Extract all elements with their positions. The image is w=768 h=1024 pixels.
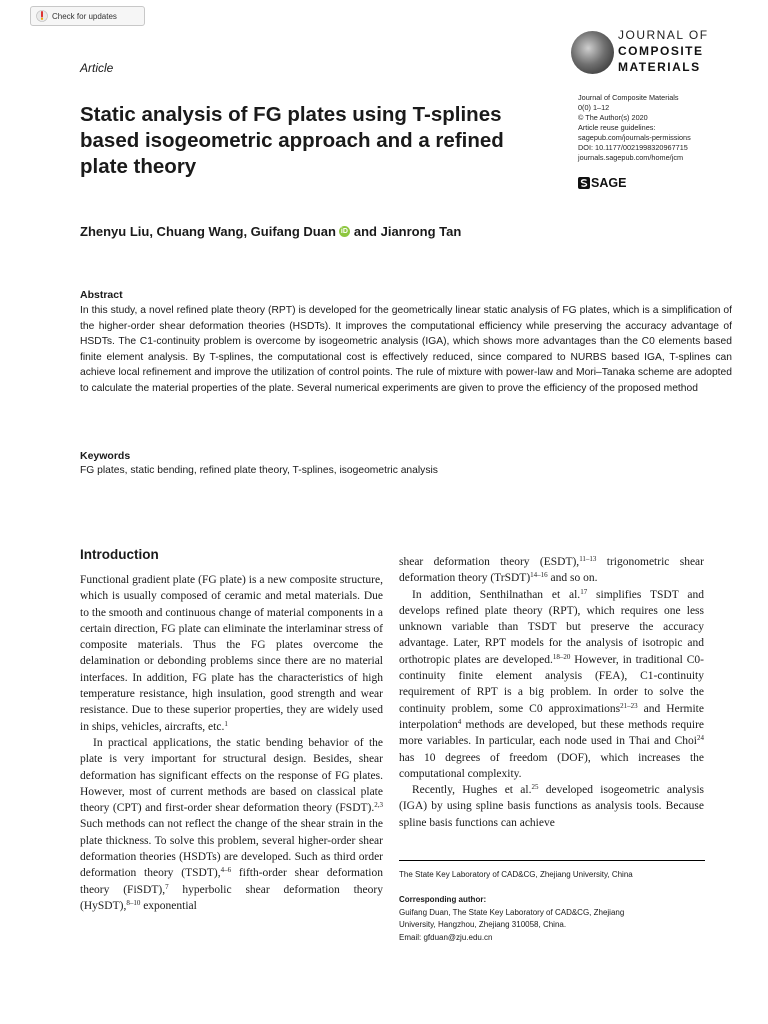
check-for-updates-badge[interactable]	[30, 6, 145, 26]
corresponding-author-line2: University, Hangzhou, Zhejiang 310058, China.	[399, 920, 567, 930]
corresponding-author-heading: Corresponding author:	[399, 895, 487, 904]
journal-logo-disc	[571, 31, 614, 74]
journal-info	[578, 93, 738, 163]
citation[interactable]: 21–23	[620, 701, 638, 710]
corresponding-author-details	[399, 907, 699, 944]
authors-part2: and Jianrong Tan	[353, 224, 462, 239]
journal-home-link[interactable]: journals.sagepub.com/home/jcm	[578, 153, 684, 162]
check-for-updates-icon	[36, 10, 48, 22]
sage-label: SAGE	[591, 176, 627, 190]
abstract-heading: Abstract	[80, 289, 123, 301]
left-column	[80, 572, 383, 914]
article-type: Article	[80, 61, 114, 75]
copyright: © The Author(s) 2020	[578, 113, 648, 122]
keywords-text: FG plates, static bending, refined plate theory, T-splines, isogeometric analysis	[80, 465, 438, 476]
corresponding-author-email[interactable]: Email: gfduan@zju.edu.cn	[399, 932, 493, 942]
reuse-guidelines-label: Article reuse guidelines:	[578, 123, 656, 132]
paper-title: Static analysis of FG plates using T-splines based isogeometric approach and a refined plate theory	[80, 103, 504, 178]
abstract-text: In this study, a novel refined plate theory (RPT) is developed for the geometrically linear static analysis of FG plates, which is a simplification of the higher-order shear deformation theories (HSDTs). It improves the computational efficiency while preserving the accuracy advantage of HSDTs. The C1-continuity problem is overcome by isogeometric analysis (IGA), which shows more advantages than the C0 elements based finite element analysis. By T-splines, the computational cost is effectively reduced, since compared to NURBS based IGA, T-splines can achieve local refinement and improve the utilization of control points. The rule of mixture with power-law and Mori–Tanaka scheme are adopted to calculate the material properties of the plate. Several numerical experiments are given to prove the efficiency of the proposed method	[80, 305, 732, 394]
authors	[80, 224, 461, 239]
journal-name: Journal of Composite Materials	[578, 93, 679, 102]
journal-logo-line2: COMPOSITE	[618, 44, 704, 58]
citation[interactable]: 4–6	[220, 866, 232, 875]
journal-logo-line3: MATERIALS	[618, 60, 701, 74]
intro-paragraph-2-continued: shear deformation theory (ESDT),$^{11-13}$ trigonometric shear deformation theory (TrSDT)$^{14-16}$ and so on.	[399, 555, 704, 585]
doi-link[interactable]: DOI: 10.1177/0021998320967715	[578, 143, 688, 152]
citation[interactable]: 24	[697, 734, 704, 743]
intro-paragraph-4: Recently, Hughes et al.$^{25}$ developed isogeometric analysis (IGA) by using spline basis functions as analysis tools. Because spline basis functions can achieve	[399, 783, 704, 829]
sage-logo	[578, 176, 626, 190]
check-for-updates-label: Check for updates	[52, 11, 117, 21]
orcid-icon[interactable]: iD	[340, 228, 348, 235]
footnote-divider	[399, 860, 705, 861]
corresponding-author-line1: Guifang Duan, The State Key Laboratory of CAD&CG, Zhejiang	[399, 908, 625, 917]
journal-volume: 0(0) 1–12	[578, 103, 610, 112]
journal-logo	[571, 24, 711, 80]
citation[interactable]: 7	[165, 882, 169, 891]
citation[interactable]: 2,3	[374, 801, 383, 810]
authors-part1: Zhenyu Liu, Chuang Wang, Guifang Duan	[80, 224, 336, 239]
journal-logo-line1: JOURNAL OF	[618, 28, 709, 42]
keywords-heading: Keywords	[80, 450, 131, 462]
citation[interactable]: 14–16	[530, 571, 548, 580]
intro-paragraph-3: In addition, Senthilnathan et al.$^{17}$ simplifies TSDT and develops refined plate theory (RPT), which requires one less unknown variable than TSDT but preserve the accuracy advantage. Later, RPT models for the analysis of isotropic and orthotropic plates are developed.$^{18-20}$ However, in traditional C0-continuity finite element analysis (FEA), C1-continuity requirement of RPT is a big problem. In order to solve the continuity problem, some C0 approximations$^{21-23}$ and Hermite interpolation$^4$ methods are developed, but these methods require more variables. In particular, each node used in Thai and Choi$^{24}$ has 10 degrees of freedom (DOF), which increases the computational complexity.	[399, 587, 704, 780]
right-column	[399, 554, 704, 831]
citation[interactable]: 4	[457, 717, 462, 726]
intro-paragraph-2: In practical applications, the static bending behavior of the plate is very important for structural design. Besides, shear deformation has significant effects on the response of FG plates. However, most of current methods are based on classical plate theory (CPT) and first-order shear deformation theory (FSDT).$^{2,3}$ Such methods can not reflect the change of the shear strain in the plate thickness. To solve this problem, several higher-order shear deformation theories (HSDTs) are developed. Such as third order deformation theory (TSDT),$^{4-6}$ fifth-order shear deformation theory (FiSDT),$^7$ hyperbolic shear deformation theory (HySDT),$^{8-10}$ exponential	[80, 736, 383, 912]
citation[interactable]: 25	[531, 783, 539, 792]
permissions-link[interactable]: sagepub.com/journals-permissions	[578, 133, 691, 142]
citation[interactable]: 11–13	[579, 555, 597, 563]
citation[interactable]: 18–20	[552, 652, 571, 661]
introduction-heading: Introduction	[80, 547, 159, 562]
citation[interactable]: 8–10	[126, 898, 141, 907]
sage-s-icon	[578, 177, 590, 189]
citation[interactable]: 1	[224, 719, 228, 728]
intro-paragraph-1: Functional gradient plate (FG plate) is a new composite structure, which is usually composed of ceramic and metal materials. Due to the smooth and continuous change of material components in a certain direction, FG plate can eliminate the interlaminar stress of composite materials. Thus the FG plates overcome the delamination or debonding problems since there are no material interfaces. In addition, FG plate has the characteristics of high temperature resistance, high insulation, good strength and wear resistance. Due to these superior properties, they are widely used in ships, vehicles, aircrafts, etc.$^1$	[80, 574, 383, 733]
citation[interactable]: 17	[580, 587, 588, 596]
affiliation: The State Key Laboratory of CAD&CG, Zhejiang University, China	[399, 870, 633, 879]
